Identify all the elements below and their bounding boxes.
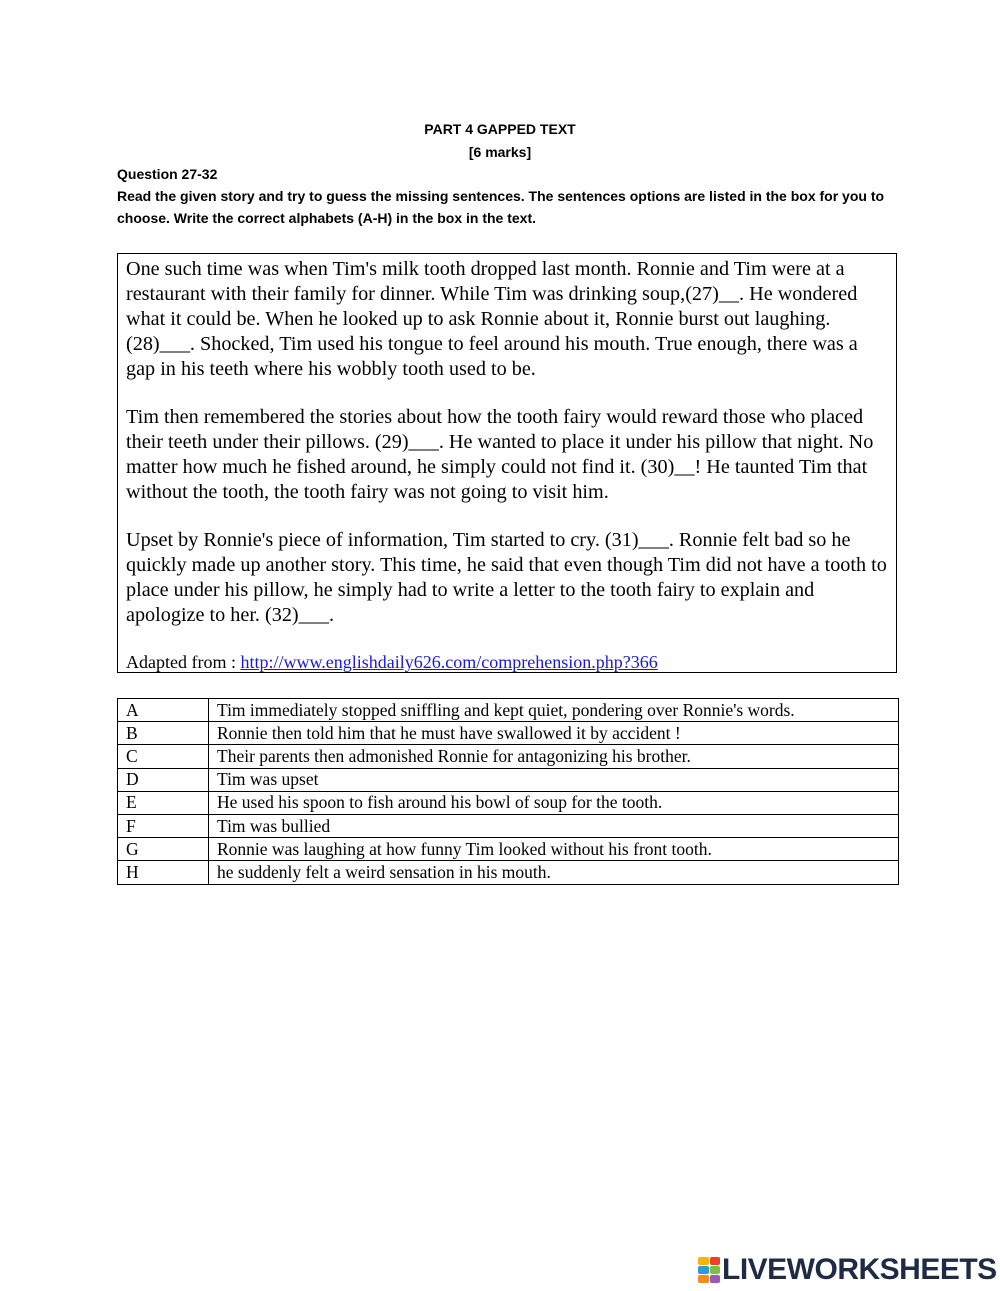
option-letter: B xyxy=(118,722,209,745)
option-text: he suddenly felt a weird sensation in his mouth. xyxy=(209,861,899,884)
options-table xyxy=(117,698,899,885)
story-box xyxy=(117,253,897,673)
brand-footer xyxy=(698,1255,997,1285)
option-text: Tim was bullied xyxy=(209,814,899,837)
question-instructions: Read the given story and try to guess the missing sentences. The sentences options are listed in the box for you to choose. Write the correct alphabets (A-H) in the box in the text. xyxy=(117,188,885,226)
option-letter: E xyxy=(118,791,209,814)
story-paragraph-2: Tim then remembered the stories about how the tooth fairy would reward those who placed their teeth under their pillows. (29)___. He wanted to place it under his pillow that night. No matter how much he fished around, he simply could not find it. (30)__! He taunted Tim that without the tooth, the tooth fairy was not going to visit him. xyxy=(126,406,874,503)
option-letter: D xyxy=(118,768,209,791)
liveworksheets-logo-icon xyxy=(698,1257,720,1283)
option-row xyxy=(118,814,899,837)
option-row xyxy=(118,838,899,861)
page-title: PART 4 GAPPED TEXT xyxy=(424,121,576,137)
option-text: Ronnie then told him that he must have swallowed it by accident ! xyxy=(209,722,899,745)
option-row xyxy=(118,699,899,722)
option-letter: C xyxy=(118,745,209,768)
option-letter: G xyxy=(118,838,209,861)
option-text: He used his spoon to fish around his bowl of soup for the tooth. xyxy=(209,791,899,814)
option-row xyxy=(118,861,899,884)
option-row xyxy=(118,745,899,768)
option-letter: F xyxy=(118,814,209,837)
option-text: Their parents then admonished Ronnie for antagonizing his brother. xyxy=(209,745,899,768)
marks-label: [6 marks] xyxy=(468,144,532,160)
option-row xyxy=(118,791,899,814)
brand-name: LIVEWORKSHEETS xyxy=(722,1253,997,1286)
option-letter: A xyxy=(118,699,209,722)
story-paragraph-3: Upset by Ronnie's piece of information, Tim started to cry. (31)___. Ronnie felt bad so he quickly made up another story. This time, he said that even though Tim did not have a tooth to place under his pillow, he simply had to write a letter to the tooth fairy to explain and apologize to her. (32)___. xyxy=(126,529,887,626)
question-number: Question 27-32 xyxy=(117,166,218,182)
option-row xyxy=(118,768,899,791)
story-paragraph-1: One such time was when Tim's milk tooth dropped last month. Ronnie and Tim were at a restaurant with their family for dinner. While Tim was drinking soup,(27)__. He wondered what it could be. When he looked up to ask Ronnie about it, Ronnie burst out laughing. (28)___. Shocked, Tim used his tongue to feel around his mouth. True enough, there was a gap in his teeth where his wobbly tooth used to be. xyxy=(126,258,858,380)
option-text: Ronnie was laughing at how funny Tim looked without his front tooth. xyxy=(209,838,899,861)
option-row xyxy=(118,722,899,745)
source-label: Adapted from : xyxy=(126,652,241,672)
option-letter: H xyxy=(118,861,209,884)
option-text: Tim immediately stopped sniffling and kept quiet, pondering over Ronnie's words. xyxy=(209,699,899,722)
option-text: Tim was upset xyxy=(209,768,899,791)
source-line xyxy=(126,651,888,673)
source-link[interactable]: http://www.englishdaily626.com/comprehension.php?366 xyxy=(240,652,658,672)
